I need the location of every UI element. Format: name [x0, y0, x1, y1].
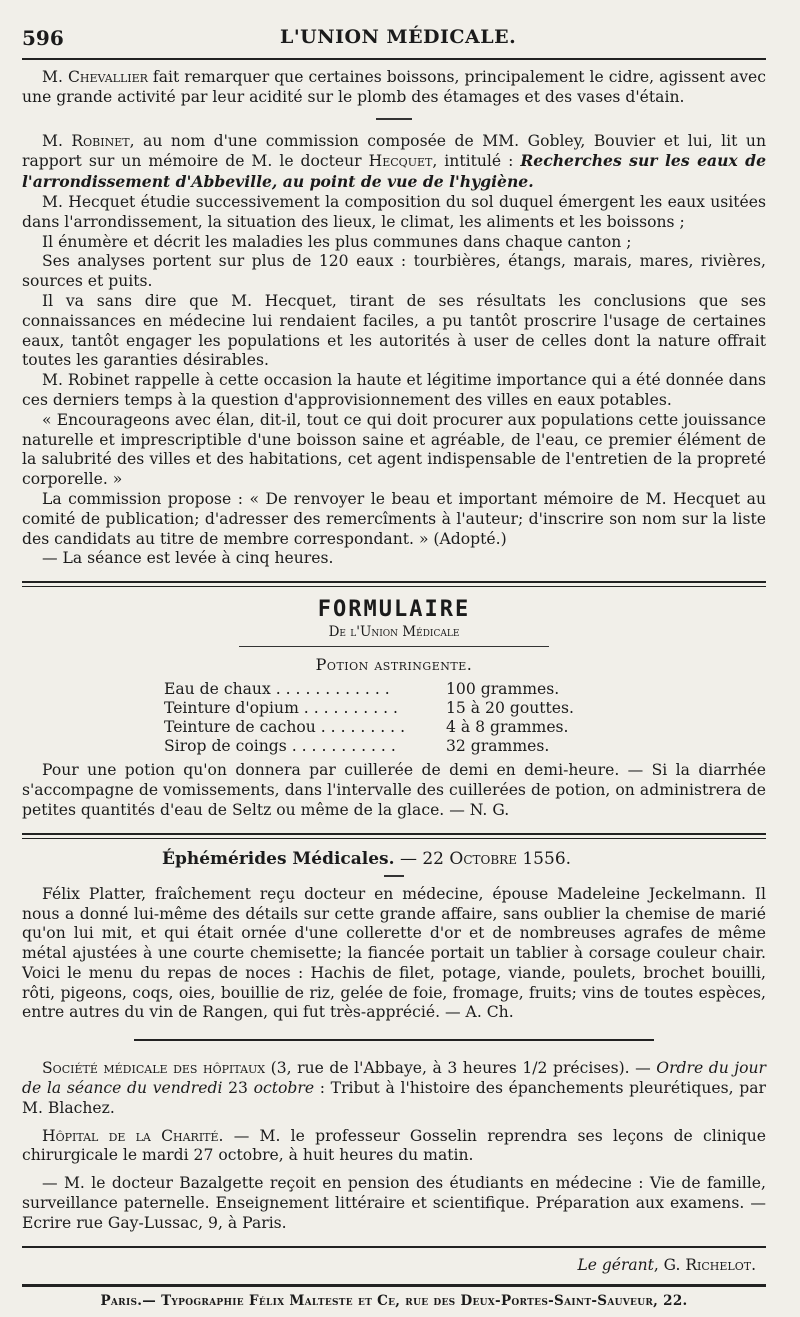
- footer-rule: [22, 1246, 766, 1248]
- notice-societe-medicale: Société médicale des hôpitaux (3, rue de l'Abbaye, à 3 heures 1/2 précises). — Ordre du jour de la séance du vendredi 23 octobre : Tribut à l'histoire des épanchements pleurétiques, par M. Blachez.: [22, 1059, 766, 1117]
- formulaire-heading: [22, 597, 766, 640]
- recipe-quantity: 32 grammes.: [446, 736, 550, 755]
- recipe-ingredient: Teinture de cachou . . . . . . . . .: [164, 717, 406, 736]
- ephemerides-heading: [162, 849, 766, 869]
- section-divider: [376, 118, 412, 120]
- notices-top-rule: [134, 1039, 654, 1041]
- notice-bazalgette: — M. le docteur Bazalgette reçoit en pension des étudiants en médecine : Vie de famille, surveillance paternelle. Enseignement littéraire et scientifique. Préparation aux examens. — Ecrire rue Gay-Lussac, 9, à Paris.: [22, 1174, 766, 1232]
- formulaire-sub-rule: [239, 646, 549, 647]
- recipe-row: [164, 699, 766, 718]
- signature-name: , G. Richelot.: [653, 1255, 756, 1274]
- recipe-list: [164, 680, 766, 755]
- recipe-row: [164, 737, 766, 756]
- ephemerides-top-rule: [22, 833, 766, 839]
- recipe-quantity: 4 à 8 grammes.: [446, 717, 569, 736]
- signature-label: Le gérant: [577, 1255, 654, 1274]
- formulaire-title: FORMULAIRE: [317, 597, 471, 623]
- recipe-ingredient: Eau de chaux . . . . . . . . . . . .: [164, 680, 390, 699]
- page-number: 596: [22, 26, 64, 50]
- recipe-quantity: 15 à 20 gouttes.: [446, 698, 574, 717]
- potion-title: Potion astringente.: [315, 655, 473, 675]
- paragraph-diseases: Il énumère et décrit les maladies les plus communes dans chaque canton ;: [42, 232, 632, 251]
- potion-note: Pour une potion qu'on donnera par cuillerée de demi en demi-heure. — Si la diarrhée s'accompagne de vomissements, dans l'intervalle des cuillerées de potion, on administrera de petites quantités d'eau de Seltz ou même de la glace. — N. G.: [22, 761, 766, 819]
- paragraph-closing: — La séance est levée à cinq heures.: [42, 549, 334, 568]
- formulaire-subtitle: De l'Union Médicale: [328, 624, 460, 641]
- paragraph-commission: La commission propose : « De renvoyer le beau et important mémoire de M. Hecquet au comité de publication; d'adresser des remercîments à l'auteur; d'inscrire son nom sur la liste des candidats au titre de membre correspondant. » (Adopté.): [22, 489, 766, 548]
- formulaire-top-rule: [22, 581, 766, 587]
- header-rule: [22, 58, 766, 60]
- recipe-row: [164, 680, 766, 699]
- ephemerides-title: Éphémérides Médicales.: [162, 848, 395, 869]
- notice-hopital-charite: Hôpital de la Charité. — M. le professeur Gosselin reprendra ses leçons de clinique chirurgicale le mardi 27 octobre, à huit heures du matin.: [22, 1126, 766, 1165]
- ephemerides-divider: [384, 875, 404, 877]
- paragraph-quote: « Encourageons avec élan, dit-il, tout ce qui doit procurer aux populations cette jouissance naturelle et imprescriptible d'une boisson saine et agréable, de l'eau, ce premier élément de la salubrité des villes et des habitations, cet agent indispensable de l'entretien de la propreté corporelle. »: [22, 410, 766, 489]
- paragraph-supply: M. Robinet rappelle à cette occasion la haute et légitime importance qui a été donnée dans ces derniers temps à la question d'approvisionnement des villes en eaux potables.: [22, 371, 766, 409]
- imprint-rule: [22, 1284, 766, 1287]
- paragraph-hecquet-study: M. Hecquet étudie successivement la composition du sol duquel émergent les eaux usitées dans l'arrondissement, la situation des lieux, le climat, les aliments et les boissons ;: [22, 192, 766, 231]
- recipe-ingredient: Sirop de coings . . . . . . . . . . .: [164, 736, 396, 755]
- ephemerides-date: — 22 Octobre 1556.: [394, 848, 572, 869]
- paragraph-conclusions: Il va sans dire que M. Hecquet, tirant de ses résultats les conclusions que ses connaissances en médecine lui rendaient faciles, a pu tantôt proscrire l'usage de certaines eaux, tantôt engager les populations et les autorités à user de celles dont la nature offrait toutes les garanties désirables.: [22, 291, 766, 370]
- ephemerides-text: Félix Platter, fraîchement reçu docteur en médecine, épouse Madeleine Jeckelmann. Il nous a donné lui-même des détails sur cette grande affaire, sans oublier la chemise de marié qu'on lui mit, et qui était ornée d'une collerette d'or et de nombreuses agrafes de même métal ajustées à une courte chemisette; la fiancée portait un tablier à corsage couleur chair. Voici le menu du repas de noces : Hachis de filet, potage, viande, poulets, brochet bouilli, rôti, pigeons, coqs, oies, bouillie de riz, gelée de foie, fromage, fruits; vins de toutes espèces, entre autres du vin de Rangen, qui fut très-apprécié. — A. Ch.: [22, 884, 766, 1022]
- paragraph-analyses: Ses analyses portent sur plus de 120 eaux : tourbières, étangs, marais, mares, rivières, sources et puits.: [22, 252, 766, 291]
- signature: [22, 1256, 766, 1274]
- page-header: [22, 22, 766, 58]
- recipe-row: [164, 718, 766, 737]
- recipe-ingredient: Teinture d'opium . . . . . . . . . .: [164, 698, 398, 717]
- paragraph-robinet-report: M. Robinet, au nom d'une commission composée de MM. Gobley, Bouvier et lui, lit un rapport sur un mémoire de M. le docteur Hecquet, intitulé : Recherches sur les eaux de l'arrondissement d'Abbeville, au point de vue de l'hygiène.: [22, 131, 767, 192]
- imprint: Paris.— Typographie Félix Malteste et Ce, rue des Deux-Portes-Saint-Sauveur, 22.: [100, 1292, 688, 1309]
- paragraph-chevallier: M. Chevallier fait remarquer que certaines boissons, principalement le cidre, agissent avec une grande activité par leur acidité sur le plomb des étamages et des vases d'étain.: [22, 68, 766, 106]
- running-head: L'UNION MÉDICALE.: [280, 26, 517, 48]
- recipe-quantity: 100 grammes.: [446, 680, 560, 699]
